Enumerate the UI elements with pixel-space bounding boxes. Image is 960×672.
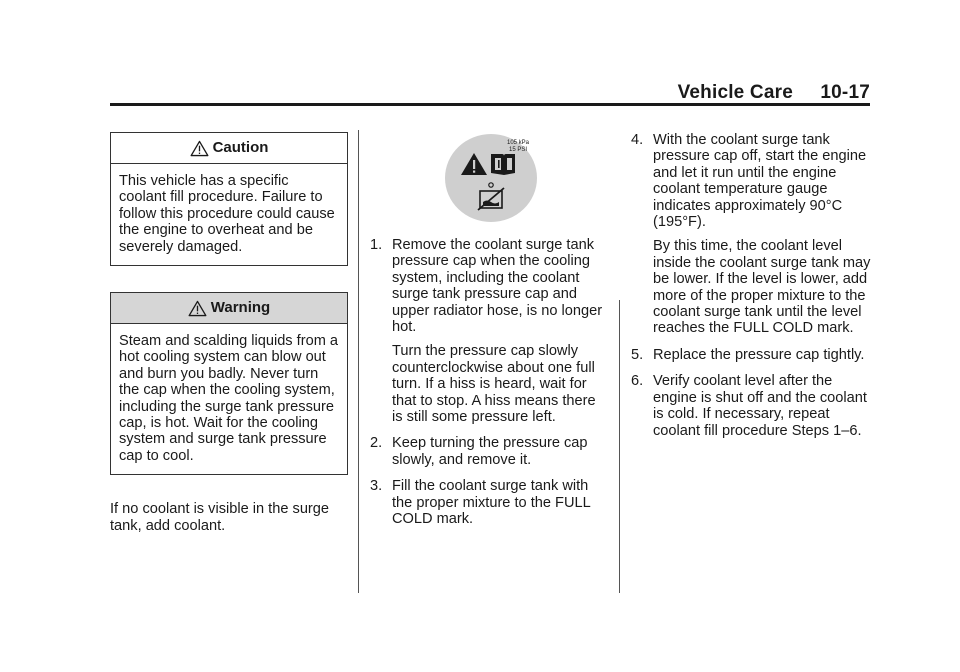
step-text: Verify coolant level after the engine is shut off and the coolant is cold. If necessary, repeat coolant fill procedure Steps 1–6. (653, 373, 867, 439)
step-item (370, 435, 606, 468)
cap-manual-icon (491, 154, 515, 175)
pressure-cap-symbol (376, 133, 606, 223)
cap-psi-label: 15 PSI (508, 147, 528, 153)
step-item (370, 237, 606, 425)
step-text: With the coolant surge tank pressure cap off, start the engine and let it run until the engine coolant temperature gauge indicates approximately 90°C (195°F). (653, 132, 867, 231)
step-text: Replace the pressure cap tightly. (653, 346, 865, 363)
step-number: 5. (631, 346, 644, 363)
steps-list-a (370, 237, 606, 528)
step-number: 6. (631, 373, 644, 390)
warning-header (111, 293, 347, 324)
step-item (370, 478, 606, 527)
column-right (631, 132, 871, 449)
column-divider-2 (619, 300, 620, 593)
caution-header (111, 133, 347, 164)
step-number: 4. (631, 132, 644, 148)
step-item (631, 132, 871, 337)
page-header (110, 82, 870, 104)
step-text: Keep turning the pressure cap slowly, and remove it. (392, 435, 588, 468)
warning-body: Steam and scalding liquids from a hot cooling system can blow out and burn you badly. Never turn the cap when the cooling system, including the surge tank pressure cap, is hot. Wait for the cooling system and surge tank pressure cap to cool. (119, 333, 339, 464)
caution-triangle-icon (190, 140, 209, 157)
header-rule (110, 103, 870, 106)
step-subtext: By this time, the coolant level inside the coolant surge tank may be lower. If the level is lower, add more of the proper mixture to the coolant surge tank until the level reaches the FULL COLD mark. (653, 238, 871, 337)
steps-list-b (631, 132, 871, 439)
step-subtext: Turn the pressure cap slowly counterclockwise about one full turn. If a hiss is heard, wait for that to stop. A hiss means there is still some pressure left. (392, 343, 596, 426)
caution-body: This vehicle has a specific coolant fill procedure. Failure to follow this procedure could cause the engine to overheat and be severely damaged. (119, 173, 335, 255)
warning-box (110, 292, 348, 475)
step-number: 1. (370, 237, 383, 253)
header-title (678, 82, 870, 104)
page-number: 10-17 (820, 82, 870, 103)
step-number: 2. (370, 435, 383, 452)
note-text: If no coolant is visible in the surge tank, add coolant. (110, 501, 330, 534)
column-left (110, 132, 348, 534)
cap-kpa-label: 105 kPa (506, 140, 530, 146)
section-title: Vehicle Care (677, 82, 793, 103)
step-item (631, 373, 871, 439)
pressure-cap-icon (444, 133, 538, 223)
caution-title: Caution (212, 138, 269, 156)
column-divider-1 (358, 130, 359, 593)
step-text: Remove the coolant surge tank pressure cap when the cooling system, including the coolant surge tank pressure cap and upper radiator hose, is no longer hot. (392, 237, 603, 336)
step-text: Fill the coolant surge tank with the proper mixture to the FULL COLD mark. (392, 478, 591, 528)
warning-title: Warning (210, 298, 271, 316)
step-number: 3. (370, 478, 383, 495)
column-middle (370, 132, 606, 538)
caution-box (110, 132, 348, 266)
warning-triangle-icon (188, 300, 207, 317)
step-item (631, 347, 871, 363)
